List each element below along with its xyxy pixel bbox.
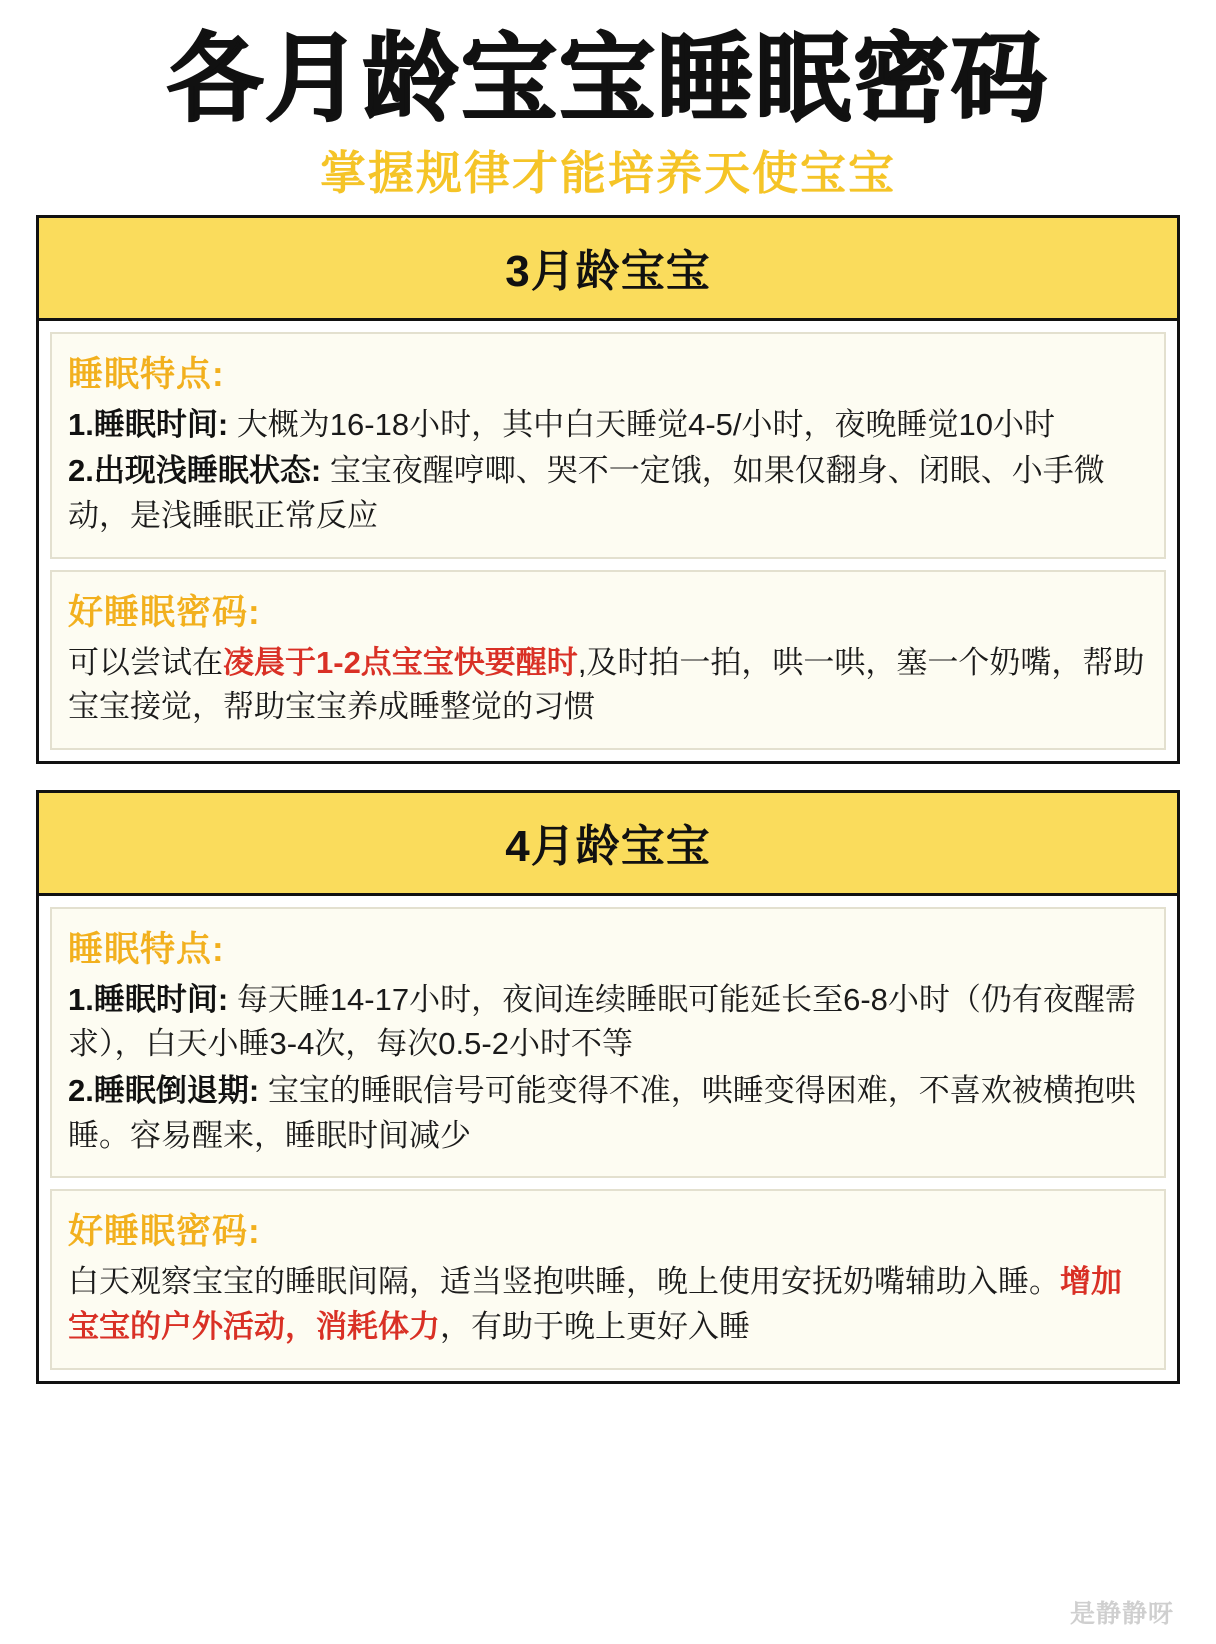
block-title: 睡眠特点: bbox=[68, 354, 225, 394]
feature-item-1-text: 每天睡14-17小时，夜间连续睡眠可能延长至6-8小时（仍有夜醒需求），白天小睡3-4次，每次0.5-2小时不等 bbox=[68, 981, 1136, 1062]
section-card-4-month bbox=[36, 790, 1180, 1384]
code-highlight: 凌晨于1-2点宝宝快要醒时 bbox=[223, 644, 578, 680]
code-text-before: 白天观察宝宝的睡眠间隔，适当竖抱哄睡，晚上使用安抚奶嘴辅助入睡。 bbox=[68, 1264, 1060, 1300]
feature-item-2 bbox=[68, 1069, 1148, 1158]
page-title: 各月龄宝宝睡眠密码 bbox=[167, 26, 1049, 133]
section-card-3-month bbox=[36, 215, 1180, 764]
feature-item-1-text: 大概为16-18小时，其中白天睡觉4-5/小时，夜晚睡觉10小时 bbox=[236, 406, 1055, 442]
feature-item-2-text: 宝宝的睡眠信号可能变得不准，哄睡变得困难，不喜欢被横抱哄睡。容易醒来，睡眠时间减少 bbox=[68, 1073, 1136, 1153]
code-text-after: ,及时拍一拍，哄一哄，塞一个奶嘴，帮助宝宝接觉，帮助宝宝养成睡整觉的习惯 bbox=[68, 644, 1145, 725]
feature-item-2-text: 宝宝夜醒哼唧、哭不一定饿，如果仅翻身、闭眼、小手微动，是浅睡眠正常反应 bbox=[68, 453, 1105, 533]
feature-item-1-lead: 1.睡眠时间: bbox=[68, 406, 229, 442]
page-subtitle: 掌握规律才能培养天使宝宝 bbox=[320, 146, 896, 199]
sleep-features-block bbox=[50, 907, 1166, 1179]
sleep-code-text bbox=[68, 641, 1148, 730]
section-heading: 4月龄宝宝 bbox=[39, 793, 1177, 896]
poster-page bbox=[0, 26, 1216, 1644]
sleep-code-block bbox=[50, 1189, 1166, 1369]
sleep-code-block bbox=[50, 570, 1166, 750]
code-highlight: 增加宝宝的户外活动，消耗体力 bbox=[68, 1264, 1122, 1344]
feature-item-2-lead: 2.睡眠倒退期: bbox=[68, 1073, 260, 1109]
feature-item-2 bbox=[68, 449, 1148, 538]
block-title: 好睡眠密码: bbox=[68, 1212, 261, 1252]
feature-item-1 bbox=[68, 978, 1148, 1067]
feature-item-1 bbox=[68, 403, 1148, 448]
code-text-before: 可以尝试在 bbox=[68, 644, 223, 680]
watermark: 是静静呀 bbox=[1069, 1600, 1174, 1628]
block-title: 好睡眠密码: bbox=[68, 592, 261, 632]
feature-item-1-lead: 1.睡眠时间: bbox=[68, 981, 229, 1017]
code-text-after: ，有助于晚上更好入睡 bbox=[440, 1308, 750, 1344]
feature-item-2-lead: 2.出现浅睡眠状态: bbox=[68, 453, 322, 489]
block-title: 睡眠特点: bbox=[68, 929, 225, 969]
section-heading: 3月龄宝宝 bbox=[39, 218, 1177, 321]
sleep-features-block bbox=[50, 332, 1166, 559]
sleep-code-text bbox=[68, 1260, 1148, 1349]
